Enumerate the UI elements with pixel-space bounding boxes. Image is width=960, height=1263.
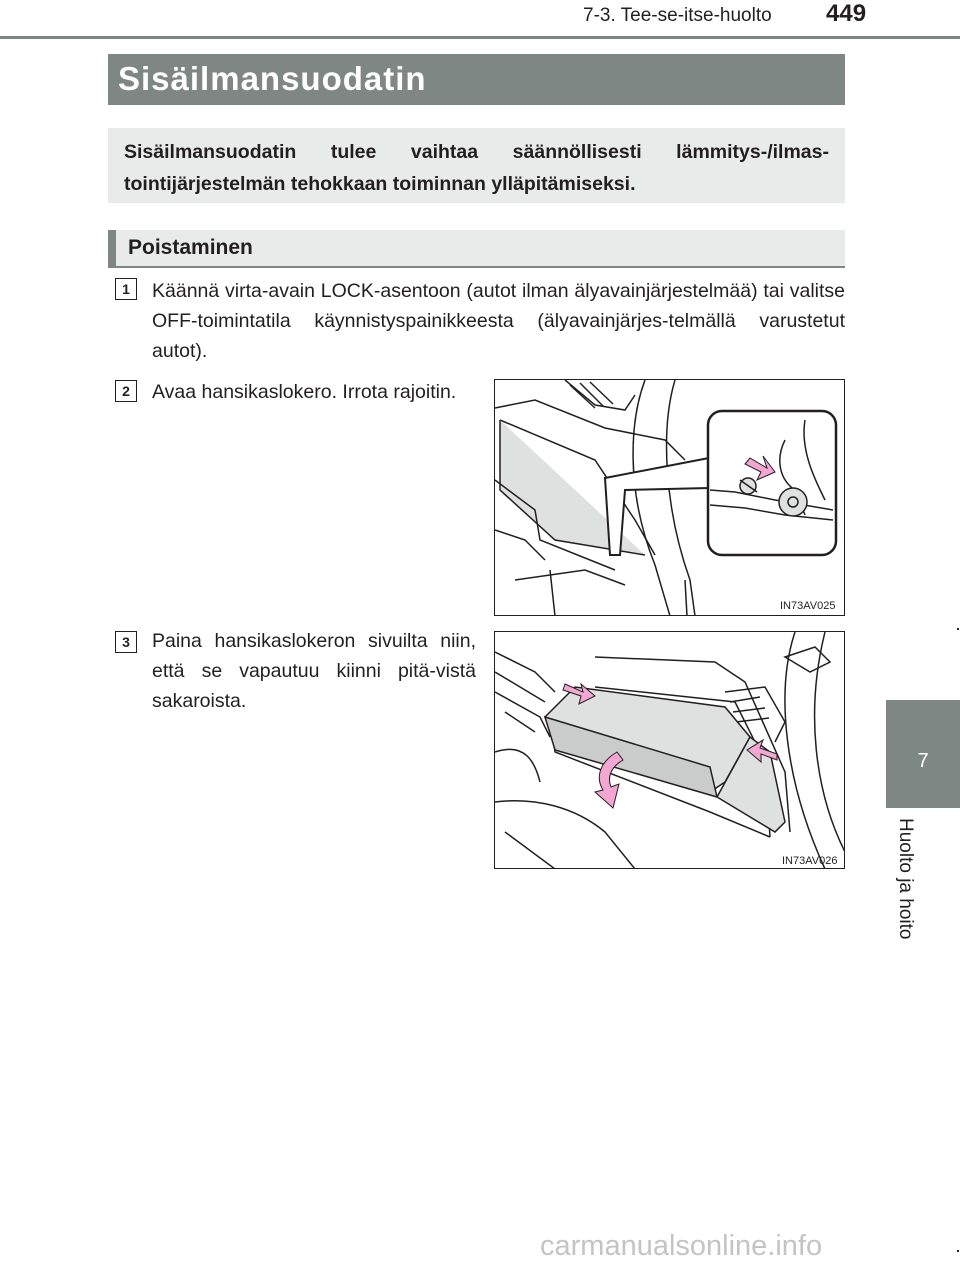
subheading-box <box>108 230 845 268</box>
subheading: Poistaminen <box>128 236 253 259</box>
margin-tick <box>957 628 959 630</box>
step-text-1: Käännä virta-avain LOCK-asentoon (autot ilman älyavainjärjestelmää) tai valitse OFF-toimintatila käynnistyspainikkeesta (älyavainjärjes-telmällä varustetut autot). <box>152 280 845 362</box>
figure-glovebox-stopper <box>494 379 845 616</box>
margin-tick <box>957 1250 959 1252</box>
page-number: 449 <box>826 0 867 27</box>
step-number-1: 1 <box>115 278 137 300</box>
subheading-marker <box>108 230 116 266</box>
figure-glovebox-release <box>494 631 845 869</box>
step-number-2: 2 <box>115 380 137 402</box>
chapter-label-box <box>874 818 934 978</box>
intro-text: Sisäilmansuodatin tulee vaihtaa säännöllisesti lämmitys-/ilmas-tointijärjestelmän tehokkaan toiminnan ylläpitämiseksi. <box>124 141 829 195</box>
page-title: Sisäilmansuodatin <box>118 60 427 97</box>
watermark: carmanualsonline.info <box>540 1230 823 1262</box>
header-rule <box>0 36 960 39</box>
glovebox-stopper-illustration <box>495 380 845 616</box>
intro-box <box>108 128 845 203</box>
step-text-3: Paina hansikaslokeron sivuilta niin, että se vapautuu kiinni pitä-vistä sakaroista. <box>152 630 476 712</box>
chapter-tab <box>886 700 960 808</box>
header-section: 7-3. Tee-se-itse-huolto <box>583 5 772 26</box>
figure-code-2: IN73AV026 <box>782 855 838 867</box>
chapter-number: 7 <box>917 750 929 772</box>
title-bar <box>108 54 845 105</box>
figure-code-1: IN73AV025 <box>780 600 836 612</box>
step-text-2: Avaa hansikaslokero. Irrota rajoitin. <box>152 381 457 403</box>
glovebox-release-illustration <box>495 632 845 869</box>
chapter-label: Huolto ja hoito <box>895 818 916 940</box>
step-number-3: 3 <box>115 631 137 653</box>
